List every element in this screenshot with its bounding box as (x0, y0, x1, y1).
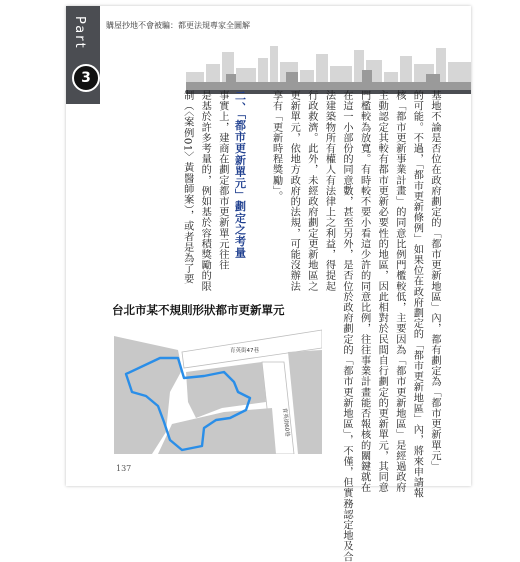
part-label: Part (72, 16, 87, 50)
urban-renewal-unit-map (112, 322, 322, 454)
section-heading: 二、「都市更新單元」劃定之考量 (233, 90, 247, 259)
section-gap (251, 90, 265, 290)
text-column: 行政救濟。此外，未經政府劃定更新地區之 (305, 90, 317, 292)
text-column: 門檻較為放寬。有時較不要小看這少許的同意比例，往往事業計畫能否報核的關鍵就在 (358, 90, 370, 493)
text-column: 事實上，建商在劃定都市更新單元往往 (216, 90, 228, 271)
text-column: 更新單元，依地方政府的法規，可能沒辦法 (288, 90, 300, 292)
street-label-right: 育英街60巷 (281, 407, 291, 438)
page-number: 137 (116, 464, 132, 473)
text-column: 基地不論是否位在政府劃定的「都市更新地區」內，都有劃定為「都市更新單元」 (429, 90, 440, 472)
street-label-top: 育英街47巷 (230, 348, 259, 354)
text-column: 制（〈案例01〉黃醫師案），或者是為了要 (181, 90, 193, 285)
text-column: 是基於許多考量的，例如基於容積獎勵的限 (199, 90, 211, 292)
text-column: 法建築物所有權人有法律上之利益，得提起 (323, 90, 335, 292)
text-column: 核「都市更新事業計畫」的同意比例門檻較低，主要因為「都市更新地區」是經過政府 (393, 90, 405, 493)
text-column: 的可能。不過，「都市更新條例」如果位在政府劃定的「都市更新地區」內，將來申請報 (411, 90, 423, 499)
running-head: 購屋抄地不會被騙：都更法規專家全圖解 (106, 21, 250, 30)
figure-title: 台北市某不規則形狀都市更新單元 (112, 303, 285, 317)
text-column: 在這一小部份的同意數，甚至另外，是否位於政府劃定的「都市更新地區」，不僅，但實務認定地及合 (341, 90, 353, 562)
text-column: 主動認定其較有都市更新必要性的地區，因此相對於民間自行劃定的更新單元，其同意 (376, 90, 388, 493)
part-tab (66, 6, 100, 104)
city-skyline-graphic (186, 42, 471, 94)
book-page (66, 6, 471, 562)
part-number-badge: 3 (72, 64, 100, 92)
text-column: 享有「更新時程獎勵」。 (270, 90, 282, 202)
